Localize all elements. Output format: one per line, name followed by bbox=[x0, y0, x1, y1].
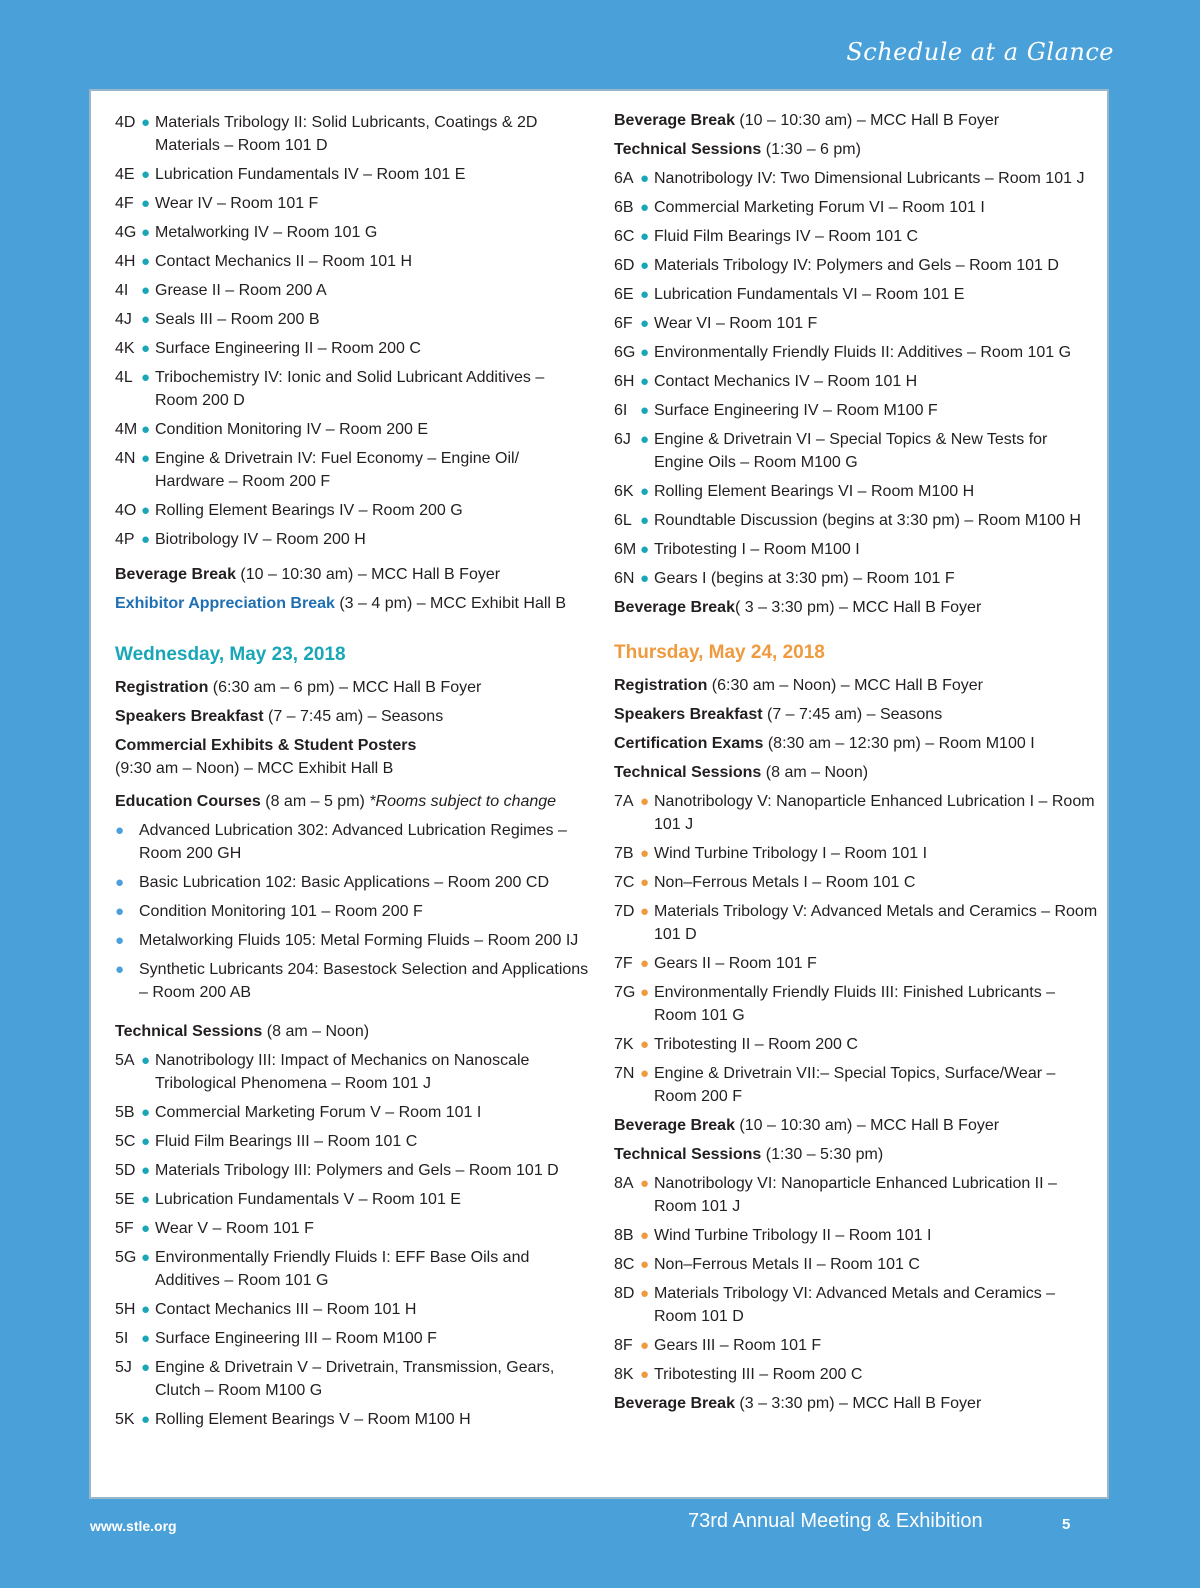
session-code: 6N bbox=[614, 570, 635, 587]
bullet-dot-icon: ● bbox=[141, 282, 151, 299]
session-title: Lubrication Fundamentals V – Room 101 E bbox=[155, 1191, 461, 1208]
bullet-dot-icon: ● bbox=[640, 1256, 650, 1273]
course-title: Metalworking Fluids 105: Metal Forming Fluids – Room 200 IJ bbox=[139, 932, 579, 949]
session-title: Seals III – Room 200 B bbox=[155, 311, 320, 328]
session-list-8 bbox=[614, 1172, 1098, 1386]
session-item bbox=[614, 341, 1098, 364]
course-title: Advanced Lubrication 302: Advanced Lubrication Regimes – Room 200 GH bbox=[139, 822, 567, 862]
bullet-dot-icon: ● bbox=[640, 344, 650, 361]
session-item bbox=[614, 1224, 1098, 1247]
wed-registration: Registration (6:30 am – 6 pm) – MCC Hall B Foyer bbox=[115, 679, 482, 696]
header-title: Schedule at a Glance bbox=[846, 38, 1114, 66]
session-item bbox=[115, 1159, 589, 1182]
bullet-dot-icon: ● bbox=[640, 1285, 650, 1302]
session-item bbox=[115, 163, 589, 186]
bullet-dot-icon: ● bbox=[141, 224, 151, 241]
right-column bbox=[614, 109, 1098, 1421]
bullet-dot-icon: ● bbox=[640, 984, 650, 1001]
thu-technical-sessions-am: Technical Sessions (8 am – Noon) bbox=[614, 764, 869, 781]
session-code: 8D bbox=[614, 1285, 635, 1302]
session-title: Contact Mechanics II – Room 101 H bbox=[155, 253, 413, 270]
session-title: Rolling Element Bearings IV – Room 200 G bbox=[155, 502, 463, 519]
bullet-dot-icon: ● bbox=[141, 340, 151, 357]
beverage-break-tue: Beverage Break (10 – 10:30 am) – MCC Hall B Foyer bbox=[115, 566, 501, 583]
session-title: Fluid Film Bearings IV – Room 101 C bbox=[654, 228, 919, 245]
session-code: 4I bbox=[115, 282, 129, 299]
session-code: 4O bbox=[115, 502, 137, 519]
session-title: Materials Tribology V: Advanced Metals and Ceramics – Room 101 D bbox=[654, 903, 1098, 943]
session-code: 5C bbox=[115, 1133, 136, 1150]
session-list-7 bbox=[614, 790, 1098, 1108]
course-title: Condition Monitoring 101 – Room 200 F bbox=[139, 903, 423, 920]
bullet-dot-icon: ● bbox=[141, 450, 151, 467]
session-code: 5B bbox=[115, 1104, 135, 1121]
bullet-dot-icon: ● bbox=[115, 961, 125, 978]
session-code: 6A bbox=[614, 170, 634, 187]
course-title: Basic Lubrication 102: Basic Applications – Room 200 CD bbox=[139, 874, 549, 891]
session-title: Wear V – Room 101 F bbox=[155, 1220, 314, 1237]
bullet-dot-icon: ● bbox=[141, 1191, 151, 1208]
course-item bbox=[115, 958, 589, 1004]
bullet-dot-icon: ● bbox=[141, 502, 151, 519]
course-title: Synthetic Lubricants 204: Basestock Selection and Applications – Room 200 AB bbox=[139, 961, 589, 1001]
bullet-dot-icon: ● bbox=[640, 570, 650, 587]
session-title: Environmentally Friendly Fluids III: Finished Lubricants – Room 101 G bbox=[654, 984, 1056, 1024]
session-item bbox=[614, 283, 1098, 306]
session-code: 5I bbox=[115, 1330, 129, 1347]
session-code: 7C bbox=[614, 874, 635, 891]
wed-technical-sessions-pm: Technical Sessions (1:30 – 6 pm) bbox=[614, 141, 861, 158]
session-title: Commercial Marketing Forum VI – Room 101 I bbox=[654, 199, 985, 216]
session-title: Lubrication Fundamentals VI – Room 101 E bbox=[654, 286, 965, 303]
wed-technical-sessions: Technical Sessions (8 am – Noon) bbox=[115, 1023, 370, 1040]
session-title: Wind Turbine Tribology II – Room 101 I bbox=[654, 1227, 932, 1244]
session-title: Materials Tribology II: Solid Lubricants, Coatings & 2D Materials – Room 101 D bbox=[155, 114, 538, 154]
bullet-dot-icon: ● bbox=[640, 1175, 650, 1192]
session-code: 5J bbox=[115, 1359, 132, 1376]
bullet-dot-icon: ● bbox=[640, 170, 650, 187]
session-code: 4E bbox=[115, 166, 135, 183]
bullet-dot-icon: ● bbox=[115, 874, 125, 891]
session-item bbox=[115, 308, 589, 331]
wed-commercial-exhibits: Commercial Exhibits & Student Posters (9:30 am – Noon) – MCC Exhibit Hall B bbox=[115, 737, 417, 777]
session-item bbox=[115, 528, 589, 551]
course-item bbox=[115, 819, 589, 865]
bullet-dot-icon: ● bbox=[640, 257, 650, 274]
session-item bbox=[614, 225, 1098, 248]
bullet-dot-icon: ● bbox=[141, 195, 151, 212]
session-title: Nanotribology III: Impact of Mechanics on Nanoscale Tribological Phenomena – Room 101 J bbox=[155, 1052, 530, 1092]
session-item bbox=[614, 370, 1098, 393]
session-item bbox=[614, 480, 1098, 503]
session-title: Materials Tribology IV: Polymers and Gels – Room 101 D bbox=[654, 257, 1059, 274]
session-code: 6L bbox=[614, 512, 632, 529]
session-item bbox=[115, 1101, 589, 1124]
session-title: Materials Tribology VI: Advanced Metals and Ceramics – Room 101 D bbox=[654, 1285, 1056, 1325]
session-title: Surface Engineering IV – Room M100 F bbox=[654, 402, 938, 419]
bullet-dot-icon: ● bbox=[141, 166, 151, 183]
bullet-dot-icon: ● bbox=[640, 793, 650, 810]
session-code: 4J bbox=[115, 311, 132, 328]
session-code: 5D bbox=[115, 1162, 136, 1179]
bullet-dot-icon: ● bbox=[141, 1162, 151, 1179]
bullet-dot-icon: ● bbox=[640, 431, 650, 448]
session-item bbox=[115, 499, 589, 522]
bullet-dot-icon: ● bbox=[141, 1133, 151, 1150]
thursday-heading: Thursday, May 24, 2018 bbox=[614, 642, 825, 663]
session-title: Nanotribology VI: Nanoparticle Enhanced Lubrication II – Room 101 J bbox=[654, 1175, 1057, 1215]
session-title: Non–Ferrous Metals II – Room 101 C bbox=[654, 1256, 920, 1273]
session-item bbox=[614, 1033, 1098, 1056]
session-title: Biotribology IV – Room 200 H bbox=[155, 531, 366, 548]
session-item bbox=[614, 1172, 1098, 1218]
session-title: Roundtable Discussion (begins at 3:30 pm) – Room M100 H bbox=[654, 512, 1081, 529]
session-code: 6J bbox=[614, 431, 631, 448]
session-item bbox=[115, 111, 589, 157]
session-title: Engine & Drivetrain VII:– Special Topics, Surface/Wear – Room 200 F bbox=[654, 1065, 1056, 1105]
bullet-dot-icon: ● bbox=[640, 373, 650, 390]
session-item bbox=[614, 1363, 1098, 1386]
session-item bbox=[115, 1049, 589, 1095]
bullet-dot-icon: ● bbox=[640, 874, 650, 891]
session-item bbox=[115, 1327, 589, 1350]
bullet-dot-icon: ● bbox=[115, 822, 125, 839]
session-item bbox=[115, 250, 589, 273]
session-code: 8B bbox=[614, 1227, 634, 1244]
thu-beverage-break-pm: Beverage Break (3 – 3:30 pm) – MCC Hall B Foyer bbox=[614, 1395, 982, 1412]
thu-registration: Registration (6:30 am – Noon) – MCC Hall B Foyer bbox=[614, 677, 983, 694]
session-code: 7A bbox=[614, 793, 634, 810]
session-code: 6C bbox=[614, 228, 635, 245]
session-item bbox=[614, 196, 1098, 219]
session-code: 4G bbox=[115, 224, 137, 241]
session-title: Surface Engineering II – Room 200 C bbox=[155, 340, 421, 357]
wed-education-courses: Education Courses (8 am – 5 pm) *Rooms subject to change bbox=[115, 793, 557, 810]
bullet-dot-icon: ● bbox=[141, 1301, 151, 1318]
schedule-panel bbox=[89, 89, 1109, 1499]
session-code: 7K bbox=[614, 1036, 634, 1053]
session-code: 6I bbox=[614, 402, 628, 419]
bullet-dot-icon: ● bbox=[640, 845, 650, 862]
session-code: 6D bbox=[614, 257, 635, 274]
bullet-dot-icon: ● bbox=[640, 402, 650, 419]
session-item bbox=[115, 1298, 589, 1321]
session-item bbox=[115, 366, 589, 412]
session-code: 7F bbox=[614, 955, 633, 972]
session-title: Surface Engineering III – Room M100 F bbox=[155, 1330, 437, 1347]
session-list-6 bbox=[614, 167, 1098, 590]
bullet-dot-icon: ● bbox=[640, 286, 650, 303]
session-title: Gears I (begins at 3:30 pm) – Room 101 F bbox=[654, 570, 955, 587]
session-title: Gears II – Room 101 F bbox=[654, 955, 817, 972]
session-code: 7D bbox=[614, 903, 635, 920]
session-list-4 bbox=[115, 111, 589, 551]
bullet-dot-icon: ● bbox=[141, 1359, 151, 1376]
session-item bbox=[115, 447, 589, 493]
bullet-dot-icon: ● bbox=[640, 228, 650, 245]
session-title: Grease II – Room 200 A bbox=[155, 282, 327, 299]
session-item bbox=[614, 1062, 1098, 1108]
session-code: 8K bbox=[614, 1366, 634, 1383]
session-item bbox=[614, 900, 1098, 946]
session-code: 6G bbox=[614, 344, 636, 361]
course-item bbox=[115, 929, 589, 952]
exhibitor-appreciation-break: Exhibitor Appreciation Break (3 – 4 pm) – MCC Exhibit Hall B bbox=[115, 595, 567, 612]
session-title: Fluid Film Bearings III – Room 101 C bbox=[155, 1133, 418, 1150]
session-item bbox=[614, 790, 1098, 836]
session-item bbox=[614, 981, 1098, 1027]
session-code: 5E bbox=[115, 1191, 135, 1208]
session-code: 4F bbox=[115, 195, 134, 212]
session-code: 5A bbox=[115, 1052, 135, 1069]
session-title: Contact Mechanics III – Room 101 H bbox=[155, 1301, 417, 1318]
session-title: Commercial Marketing Forum V – Room 101 I bbox=[155, 1104, 482, 1121]
session-code: 5K bbox=[115, 1411, 135, 1428]
bullet-dot-icon: ● bbox=[141, 421, 151, 438]
bullet-dot-icon: ● bbox=[141, 1052, 151, 1069]
course-item bbox=[115, 900, 589, 923]
bullet-dot-icon: ● bbox=[640, 512, 650, 529]
session-code: 8F bbox=[614, 1337, 633, 1354]
session-title: Non–Ferrous Metals I – Room 101 C bbox=[654, 874, 916, 891]
course-item bbox=[115, 871, 589, 894]
session-title: Engine & Drivetrain VI – Special Topics & New Tests for Engine Oils – Room M100 G bbox=[654, 431, 1048, 471]
session-item bbox=[115, 418, 589, 441]
session-item bbox=[115, 221, 589, 244]
session-item bbox=[115, 1408, 589, 1431]
bullet-dot-icon: ● bbox=[640, 903, 650, 920]
session-code: 8C bbox=[614, 1256, 635, 1273]
bullet-dot-icon: ● bbox=[640, 1227, 650, 1244]
session-title: Environmentally Friendly Fluids II: Additives – Room 101 G bbox=[654, 344, 1072, 361]
session-code: 5G bbox=[115, 1249, 137, 1266]
education-course-list bbox=[115, 819, 589, 1004]
session-title: Wear VI – Room 101 F bbox=[654, 315, 818, 332]
bullet-dot-icon: ● bbox=[640, 955, 650, 972]
session-item bbox=[614, 1253, 1098, 1276]
bullet-dot-icon: ● bbox=[640, 1337, 650, 1354]
session-code: 6H bbox=[614, 373, 635, 390]
session-title: Tribotesting II – Room 200 C bbox=[654, 1036, 858, 1053]
bullet-dot-icon: ● bbox=[640, 541, 650, 558]
session-item bbox=[115, 1246, 589, 1292]
session-item bbox=[115, 1217, 589, 1240]
bullet-dot-icon: ● bbox=[141, 253, 151, 270]
session-title: Environmentally Friendly Fluids I: EFF Base Oils and Additives – Room 101 G bbox=[155, 1249, 530, 1289]
session-item bbox=[614, 312, 1098, 335]
session-code: 6M bbox=[614, 541, 637, 558]
bullet-dot-icon: ● bbox=[640, 1065, 650, 1082]
bullet-dot-icon: ● bbox=[141, 531, 151, 548]
session-item bbox=[614, 167, 1098, 190]
session-list-5 bbox=[115, 1049, 589, 1431]
session-title: Nanotribology V: Nanoparticle Enhanced Lubrication I – Room 101 J bbox=[654, 793, 1095, 833]
session-item bbox=[614, 254, 1098, 277]
session-code: 6B bbox=[614, 199, 634, 216]
session-code: 7B bbox=[614, 845, 634, 862]
bullet-dot-icon: ● bbox=[141, 1249, 151, 1266]
footer-website[interactable]: www.stle.org bbox=[90, 1518, 177, 1534]
bullet-dot-icon: ● bbox=[640, 483, 650, 500]
session-title: Rolling Element Bearings V – Room M100 H bbox=[155, 1411, 471, 1428]
bullet-dot-icon: ● bbox=[141, 369, 151, 386]
bullet-dot-icon: ● bbox=[640, 1036, 650, 1053]
bullet-dot-icon: ● bbox=[115, 903, 125, 920]
bullet-dot-icon: ● bbox=[640, 315, 650, 332]
session-code: 7N bbox=[614, 1065, 635, 1082]
bullet-dot-icon: ● bbox=[141, 1330, 151, 1347]
session-item bbox=[115, 1130, 589, 1153]
bullet-dot-icon: ● bbox=[141, 1104, 151, 1121]
session-item bbox=[614, 952, 1098, 975]
session-item bbox=[115, 1188, 589, 1211]
exhibitor-break-link[interactable]: Exhibitor Appreciation Break bbox=[115, 595, 335, 612]
session-item bbox=[614, 1282, 1098, 1328]
session-item bbox=[614, 842, 1098, 865]
session-item bbox=[614, 399, 1098, 422]
session-code: 7G bbox=[614, 984, 636, 1001]
bullet-dot-icon: ● bbox=[640, 199, 650, 216]
wed-speakers-breakfast: Speakers Breakfast (7 – 7:45 am) – Seasons bbox=[115, 708, 444, 725]
session-title: Lubrication Fundamentals IV – Room 101 E bbox=[155, 166, 466, 183]
bullet-dot-icon: ● bbox=[141, 311, 151, 328]
session-title: Engine & Drivetrain IV: Fuel Economy – Engine Oil/ Hardware – Room 200 F bbox=[155, 450, 520, 490]
session-title: Metalworking IV – Room 101 G bbox=[155, 224, 378, 241]
session-title: Tribochemistry IV: Ionic and Solid Lubricant Additives – Room 200 D bbox=[155, 369, 545, 409]
session-title: Nanotribology IV: Two Dimensional Lubricants – Room 101 J bbox=[654, 170, 1085, 187]
session-code: 5H bbox=[115, 1301, 136, 1318]
session-item bbox=[614, 567, 1098, 590]
page-number: 5 bbox=[1062, 1516, 1071, 1533]
session-code: 4P bbox=[115, 531, 135, 548]
session-code: 4H bbox=[115, 253, 136, 270]
session-code: 8A bbox=[614, 1175, 634, 1192]
wednesday-heading: Wednesday, May 23, 2018 bbox=[115, 644, 346, 665]
session-code: 6K bbox=[614, 483, 634, 500]
session-code: 4M bbox=[115, 421, 138, 438]
session-title: Wind Turbine Tribology I – Room 101 I bbox=[654, 845, 928, 862]
left-column bbox=[115, 111, 589, 1437]
session-title: Contact Mechanics IV – Room 101 H bbox=[654, 373, 918, 390]
thu-certification-exams: Certification Exams (8:30 am – 12:30 pm) – Room M100 I bbox=[614, 735, 1035, 752]
bullet-dot-icon: ● bbox=[141, 1220, 151, 1237]
session-title: Condition Monitoring IV – Room 200 E bbox=[155, 421, 429, 438]
session-title: Rolling Element Bearings VI – Room M100 H bbox=[654, 483, 975, 500]
session-title: Gears III – Room 101 F bbox=[654, 1337, 822, 1354]
thu-technical-sessions-pm: Technical Sessions (1:30 – 5:30 pm) bbox=[614, 1146, 884, 1163]
thu-speakers-breakfast: Speakers Breakfast (7 – 7:45 am) – Seasons bbox=[614, 706, 943, 723]
wed-beverage-break-pm: Beverage Break( 3 – 3:30 pm) – MCC Hall B Foyer bbox=[614, 599, 982, 616]
session-title: Tribotesting I – Room M100 I bbox=[654, 541, 860, 558]
session-item bbox=[614, 538, 1098, 561]
session-code: 5F bbox=[115, 1220, 134, 1237]
session-code: 4K bbox=[115, 340, 135, 357]
session-code: 4L bbox=[115, 369, 133, 386]
bullet-dot-icon: ● bbox=[640, 1366, 650, 1383]
session-item bbox=[614, 509, 1098, 532]
session-title: Tribotesting III – Room 200 C bbox=[654, 1366, 863, 1383]
wed-beverage-break-am: Beverage Break (10 – 10:30 am) – MCC Hall B Foyer bbox=[614, 112, 1000, 129]
thu-beverage-break-am: Beverage Break (10 – 10:30 am) – MCC Hall B Foyer bbox=[614, 1117, 1000, 1134]
session-title: Wear IV – Room 101 F bbox=[155, 195, 319, 212]
bullet-dot-icon: ● bbox=[115, 932, 125, 949]
session-title: Materials Tribology III: Polymers and Gels – Room 101 D bbox=[155, 1162, 559, 1179]
session-item bbox=[614, 1334, 1098, 1357]
session-item bbox=[614, 871, 1098, 894]
bullet-dot-icon: ● bbox=[141, 114, 151, 131]
session-item bbox=[115, 337, 589, 360]
session-code: 4N bbox=[115, 450, 136, 467]
session-item bbox=[115, 279, 589, 302]
session-item bbox=[115, 1356, 589, 1402]
session-code: 6E bbox=[614, 286, 634, 303]
session-code: 4D bbox=[115, 114, 136, 131]
bullet-dot-icon: ● bbox=[141, 1411, 151, 1428]
session-item bbox=[115, 192, 589, 215]
footer-event-name: 73rd Annual Meeting & Exhibition bbox=[688, 1510, 983, 1532]
session-code: 6F bbox=[614, 315, 633, 332]
session-item bbox=[614, 428, 1098, 474]
session-title: Engine & Drivetrain V – Drivetrain, Transmission, Gears, Clutch – Room M100 G bbox=[155, 1359, 555, 1399]
